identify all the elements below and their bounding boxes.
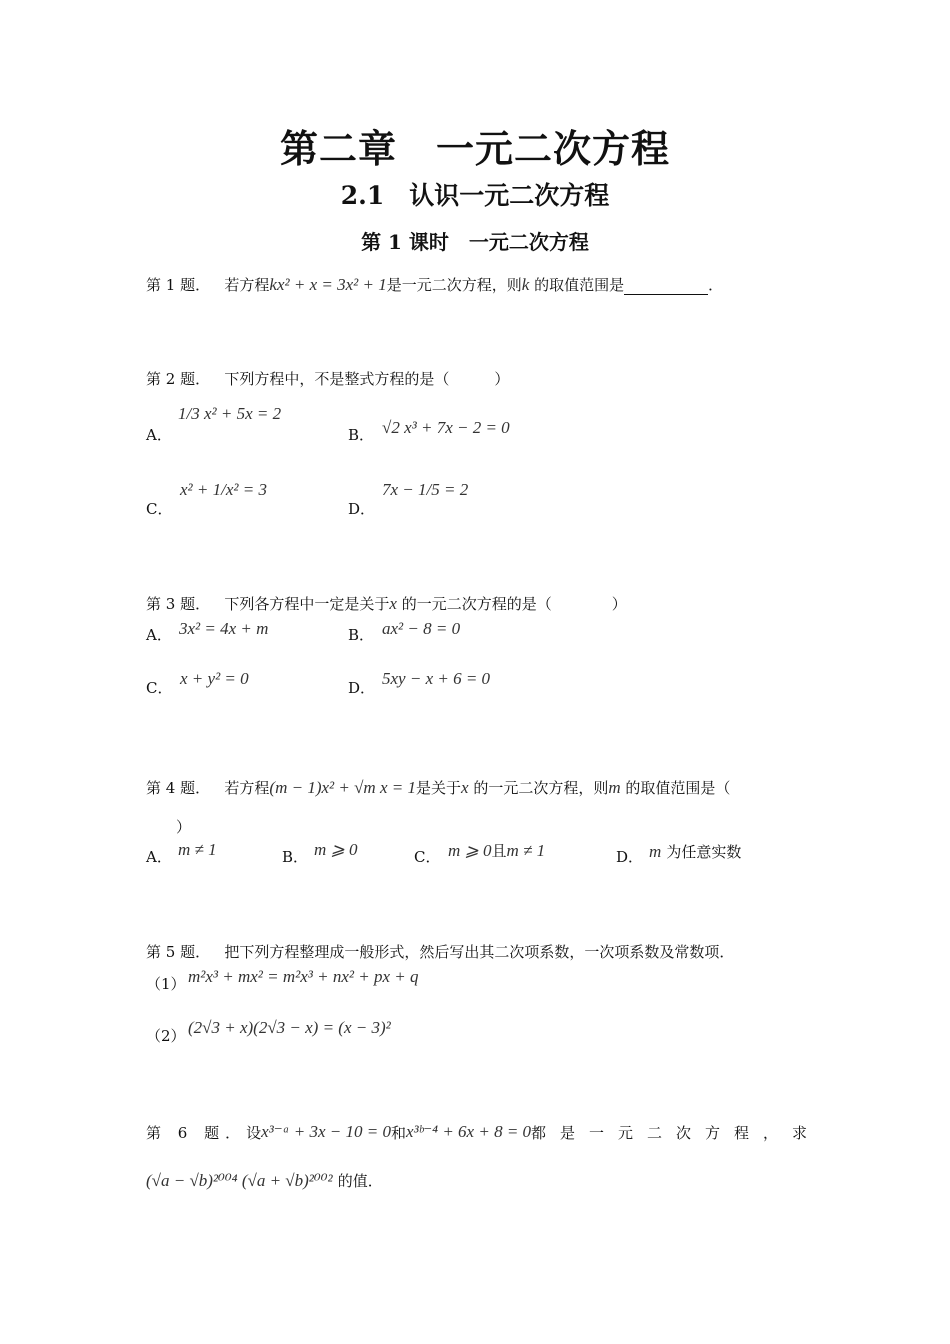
option-c[interactable] [146,677,172,698]
part-1-label: （1） [146,975,186,993]
option-label: C． [414,848,441,866]
variable: x [389,594,397,613]
question-text: ． [708,276,724,294]
expr: m ≠ 1 [506,841,546,860]
option-b[interactable] [348,624,374,645]
option-a-expr: 1/3 x² + 5x = 2 [178,404,282,423]
option-a-expr: 3x² = 4x + m [179,619,269,638]
option-label: B． [348,426,375,444]
option-label: A． [146,848,172,866]
question-text: 是一元二次方程，则 [386,276,522,294]
option-a[interactable] [146,424,172,445]
option-b-expr: ax² − 8 = 0 [382,619,461,638]
equation: x³ᵇ⁻⁴ + 6x + 8 = 0 [405,1122,532,1141]
option-d-expr: 5xy − x + 6 = 0 [382,669,491,688]
question-4-stem [146,777,730,798]
question-text: 把下列方程整理成一般形式，然后写出其二次项系数，一次项系数及常数项． [224,943,735,961]
question-6-line-1 [146,1122,822,1143]
conjunction: 和 [390,1124,406,1142]
option-d[interactable] [348,677,375,698]
option-label: D． [616,848,644,866]
equation: (m − 1)x² + √m x = 1 [269,778,416,797]
question-label: 第 2 题． [146,370,211,388]
part-2-expr: (2√3 + x)(2√3 − x) = (x − 3)² [188,1018,391,1037]
option-label: A． [146,626,172,644]
question-text: 的取值范围是 [534,276,625,294]
option-c[interactable] [414,846,440,867]
option-b[interactable] [282,846,308,867]
question-label: 第 1 题． [146,276,211,294]
question-label: 第 6 题． [146,1124,247,1142]
question-text: 若方程 [224,276,270,294]
answer-blank[interactable] [624,279,708,295]
part-2-label: （2） [146,1027,186,1045]
question-5-stem [146,941,734,962]
equation: x³⁻ᵃ + 3x − 10 = 0 [261,1122,391,1141]
question-text: 的一元二次方程的是（ ） [401,595,627,613]
question-text: 的一元二次方程，则 [473,779,609,797]
option-label: D． [348,679,376,697]
variable: m [608,778,621,797]
option-label: C． [146,500,173,518]
option-text: 为任意实数 [666,843,742,861]
option-a[interactable] [146,846,172,867]
question-2-stem [146,368,509,389]
question-6-line-2 [146,1170,383,1191]
variable: k [521,275,530,294]
conjunction: 且 [491,842,507,860]
question-3-stem [146,593,627,614]
question-text: 的值． [337,1172,383,1190]
question-text: 的取值范围是（ [625,779,731,797]
chapter-title: 第二章 一元二次方程 [279,126,670,171]
part-1-expr: m²x³ + mx² = m²x³ + nx² + px + q [188,967,419,986]
option-label: B． [282,848,309,866]
option-c-expr: x + y² = 0 [180,669,249,688]
option-b-expr: √2 x³ + 7x − 2 = 0 [382,418,510,437]
variable: m [649,842,662,861]
option-c-expr: x² + 1/x² = 3 [180,480,267,499]
option-d-expr: 7x − 1/5 = 2 [382,480,469,499]
expr: m ⩾ 0 [448,841,492,860]
option-d[interactable] [348,498,375,519]
question-text: 若方程 [224,779,270,797]
question-label: 第 4 题． [146,779,211,797]
option-b-expr: m ⩾ 0 [314,840,358,859]
option-d[interactable] [616,846,643,867]
question-text: 是关于 [415,779,461,797]
option-d-expr [649,841,741,862]
question-text: 下列各方程中一定是关于 [224,595,390,613]
option-a[interactable] [146,624,172,645]
option-label: B． [348,626,375,644]
option-a-expr: m ≠ 1 [178,840,217,859]
equation: kx² + x = 3x² + 1 [269,275,387,294]
question-label: 第 5 题． [146,943,211,961]
option-label: A． [146,426,172,444]
section-title: 2.1 认识一元二次方程 [340,181,610,210]
option-c-expr [448,840,545,861]
option-label: C． [146,679,173,697]
question-text: 下列方程中，不是整式方程的是（ ） [224,370,510,388]
option-c[interactable] [146,498,172,519]
option-b[interactable] [348,424,374,445]
question-label: 第 3 题． [146,595,211,613]
question-text: 都是一元二次方程，求 [531,1124,822,1142]
option-label: D． [348,500,376,518]
lesson-title: 第 1 课时 一元二次方程 [361,230,589,254]
expression: (√a − √b)²⁰⁰⁴ (√a + √b)²⁰⁰² [146,1171,333,1190]
variable: x [461,778,469,797]
question-1 [146,274,723,295]
question-text: 设 [246,1124,262,1142]
question-4-close: ） [176,818,192,836]
